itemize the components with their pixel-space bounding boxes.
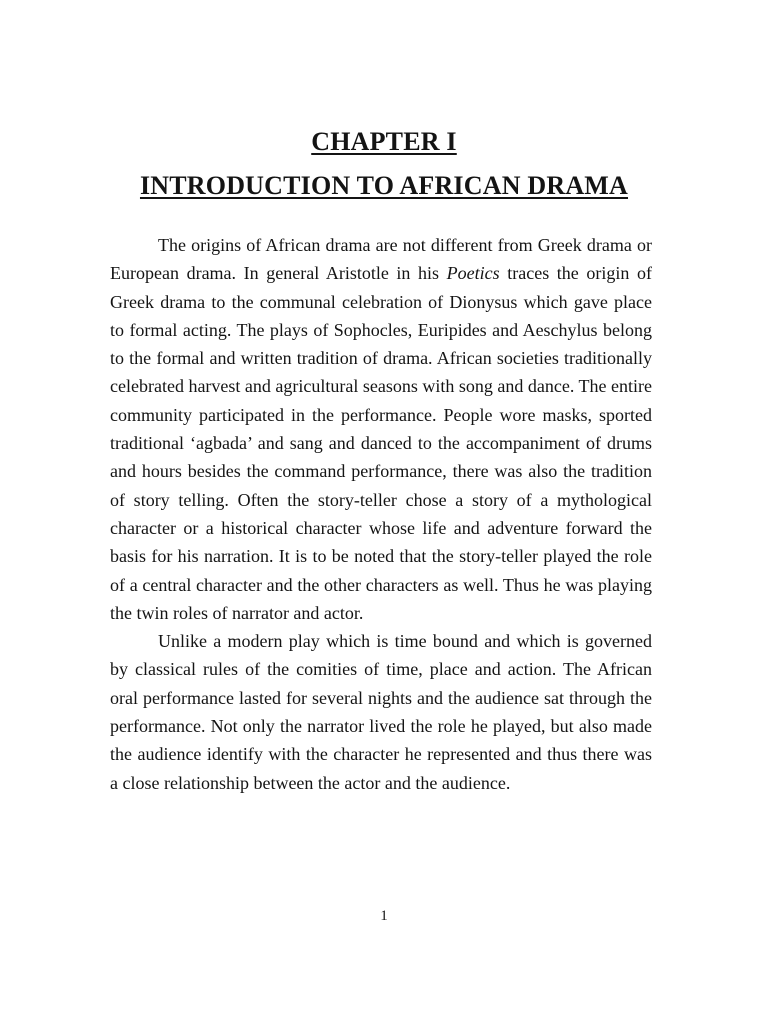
page-number: 1 <box>380 908 388 924</box>
chapter-title: INTRODUCTION TO AFRICAN DRAMA <box>139 171 629 200</box>
chapter-heading: CHAPTER I <box>311 127 457 156</box>
poetics-italic: Poetics <box>446 263 500 284</box>
body-text <box>110 231 652 797</box>
paragraph-1-text-a: The origins of African drama are not different from Greek drama or European drama. In general Aristotle in his <box>110 235 652 284</box>
paragraph-1 <box>110 231 652 627</box>
paragraph-1-text-b: traces the origin of Greek drama to the communal celebration of Dionysus which gave place to formal acting. The plays of Sophocles, Euripides and Aeschylus belong to the formal and written tradition of drama. African societies traditionally celebrated harvest and agricultural seasons with song and dance. The entire community participated in the performance. People wore masks, sported traditional ‘agbada’ and sang and danced to the accompaniment of drums and hours besides the command performance, there was also the tradition of story telling. Often the story-teller chose a story of a mythological character or a historical character whose life and adventure forward the basis for his narration. It is to be noted that the story-teller played the role of a central character and the other characters as well. Thus he was playing the twin roles of narrator and actor. <box>110 263 652 623</box>
paragraph-2: Unlike a modern play which is time bound and which is governed by classical rules of the comities of time, place and action. The African oral performance lasted for several nights and the audience sat through the performance. Not only the narrator lived the role he played, but also made the audience identify with the character he represented and thus there was a close relationship between the actor and the audience. <box>110 631 652 793</box>
